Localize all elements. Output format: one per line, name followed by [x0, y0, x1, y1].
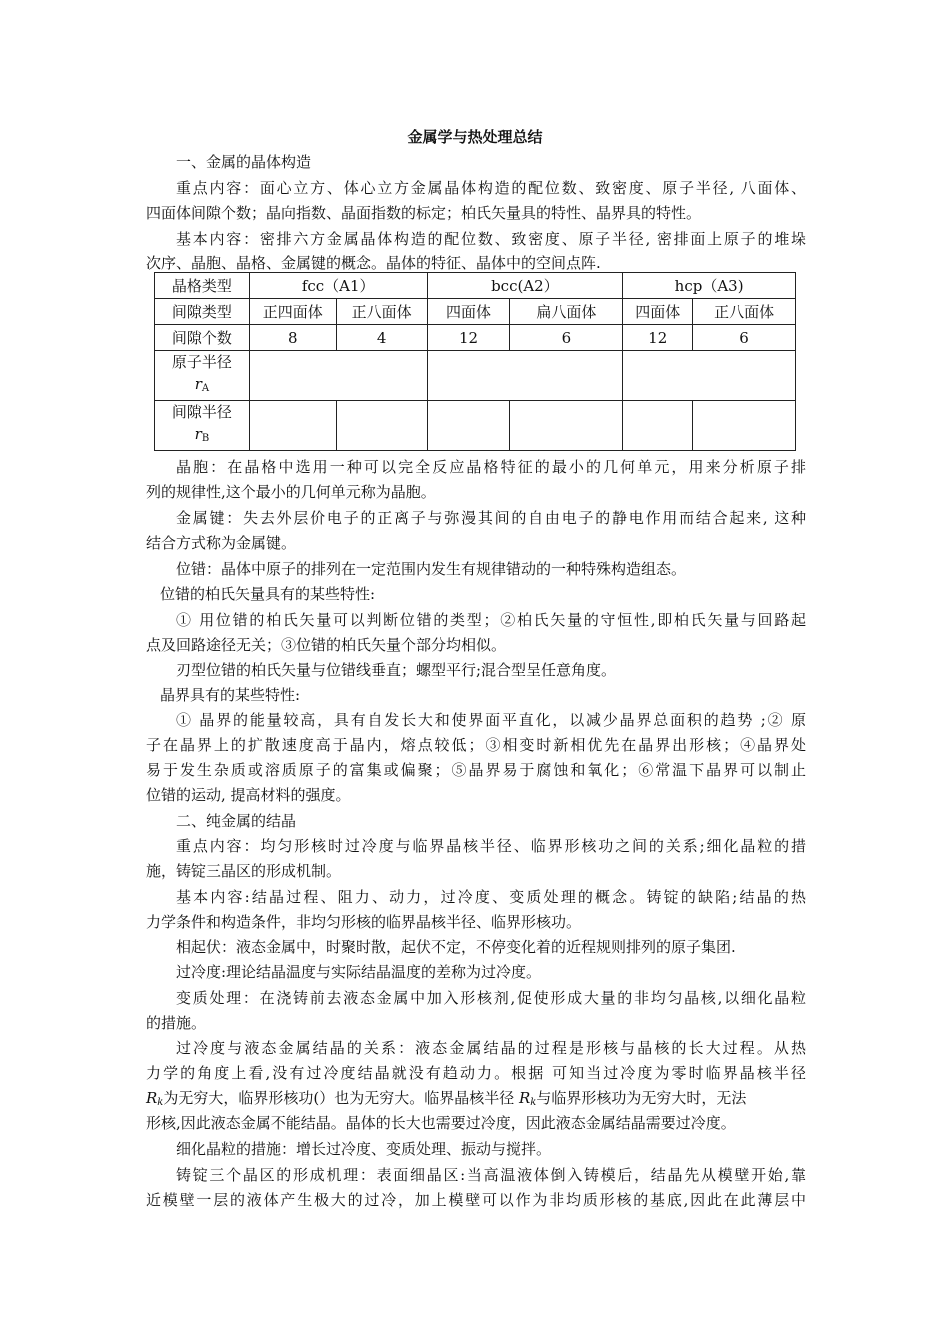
paragraph-line: 列的规律性,这个最小的几何单元称为晶胞。 [146, 483, 436, 501]
subscript: k [157, 1097, 164, 1108]
table-cell: 6 [693, 325, 796, 351]
paragraph-line: 子在晶界上的扩散速度高于晶内，熔点较低；③相变时新相优先在晶界出形核；④晶界处 [146, 736, 806, 754]
table-cell: bcc(A2） [427, 273, 623, 299]
paragraph-line: 力学条件和构造条件，非均匀形核的临界晶核半径、临界形核功。 [146, 913, 582, 931]
row-label: 原子半径 [171, 353, 232, 371]
table-cell: 6 [510, 325, 623, 351]
table-cell: 12 [427, 325, 510, 351]
paragraph-line: 金属键：失去外层价电子的正离子与弥漫其间的自由电子的静电作用而结合起来, 这种 [176, 509, 806, 527]
table-cell: 12 [623, 325, 693, 351]
paragraph-line: 位错的运动, 提高材料的强度。 [146, 786, 351, 804]
paragraph-line: 次序、晶胞、晶格、金属键的概念。晶体的特征、晶体中的空间点阵. [146, 254, 601, 272]
subscript: A [201, 383, 210, 394]
paragraph-line: 变质处理：在浇铸前去液态金属中加入形核剂,促使形成大量的非均匀晶核,以细化晶粒 [176, 989, 806, 1007]
paragraph-line: 相起伏：液态金属中，时聚时散，起伏不定，不停变化着的近程规则排列的原子集团. [176, 938, 736, 956]
paragraph-line: 力学的角度上看,没有过冷度结晶就没有趋动力。根据 可知当过冷度为零时临界晶核半径 [146, 1064, 806, 1082]
paragraph-line: 过冷度:理论结晶温度与实际结晶温度的差称为过冷度。 [176, 963, 542, 981]
table-cell [336, 401, 427, 451]
paragraph-line: 重点内容：均匀形核时过冷度与临界晶核半径、临界形核功之间的关系;细化晶粒的措 [176, 837, 806, 855]
table-cell [155, 351, 250, 401]
paragraph-line: 重点内容：面心立方、体心立方金属晶体构造的配位数、致密度、原子半径, 八面体、 [176, 179, 806, 197]
table-cell: 间隙类型 [155, 299, 250, 325]
paragraph-line [146, 1088, 746, 1113]
paragraph-line: ① 晶界的能量较高，具有自发长大和使界面平直化，以减少晶界总面积的趋势 ;② 原 [176, 711, 806, 729]
section-heading: 二、纯金属的结晶 [176, 812, 297, 830]
paragraph-line: 细化晶粒的措施：增长过冷度、变质处理、振动与搅拌。 [176, 1140, 552, 1158]
table-cell: 8 [249, 325, 336, 351]
row-label: 间隙半径 [171, 403, 232, 421]
table-cell: hcp（A3) [623, 273, 796, 299]
table-cell [249, 351, 427, 401]
table-cell: 正四面体 [249, 299, 336, 325]
paragraph-line: 晶胞：在晶格中选用一种可以完全反应晶格特征的最小的几何单元，用来分析原子排 [176, 458, 806, 476]
table-row [155, 299, 796, 325]
table-cell [623, 351, 796, 401]
paragraph-line: 点及回路途径无关；③位错的柏氏矢量个部分均相似。 [146, 636, 507, 654]
paragraph-line: 结合方式称为金属键。 [146, 534, 297, 552]
paragraph-line: 基本内容:结晶过程、阻力、动力，过冷度、变质处理的概念。铸锭的缺陷;结晶的热 [176, 888, 806, 906]
symbol: R [146, 1089, 158, 1107]
table-cell: 4 [336, 325, 427, 351]
table-cell: 晶格类型 [155, 273, 250, 299]
table-row [155, 273, 796, 299]
table-cell [623, 401, 693, 451]
page-title: 金属学与热处理总结 [407, 128, 543, 146]
paragraph-line: 四面体间隙个数；晶向指数、晶面指数的标定；柏氏矢量具的特性、晶界具的特性。 [146, 204, 702, 222]
paragraph-line: 施，铸锭三晶区的形成机制。 [146, 862, 342, 880]
section-heading: 一、金属的晶体构造 [176, 153, 312, 171]
paragraph-line: 形核,因此液态金属不能结晶。晶体的长大也需要过冷度，因此液态金属结晶需要过冷度。 [146, 1114, 736, 1132]
paragraph-line: 的措施。 [146, 1014, 207, 1032]
table-cell: 四面体 [623, 299, 693, 325]
table-cell [693, 401, 796, 451]
table-cell: fcc（A1） [249, 273, 427, 299]
paragraph-line: 刃型位错的柏氏矢量与位错线垂直；螺型平行;混合型呈任意角度。 [176, 661, 617, 679]
table-cell [510, 401, 623, 451]
text-run: 为无穷大，临界形核功(）也为无穷大。临界晶核半径 [163, 1089, 519, 1107]
paragraph-line: 过冷度与液态金属结晶的关系：液态金属结晶的过程是形核与晶核的长大过程。从热 [176, 1039, 806, 1057]
table-cell [427, 401, 510, 451]
table-cell: 扁八面体 [510, 299, 623, 325]
symbol: r [194, 375, 202, 393]
paragraph-line: 近模壁一层的液体产生极大的过冷，加上模壁可以作为非均质形核的基底,因此在此薄层中 [146, 1191, 806, 1209]
paragraph-line: 铸锭三个晶区的形成机理：表面细晶区:当高温液体倒入铸模后，结晶先从模壁开始,靠 [176, 1166, 806, 1184]
subscript: k [530, 1097, 537, 1108]
symbol: R [518, 1089, 531, 1107]
crystal-table [154, 272, 796, 451]
paragraph-line: 位错的柏氏矢量具有的某些特性: [160, 585, 376, 603]
table-cell: 四面体 [427, 299, 510, 325]
table-cell [249, 401, 336, 451]
paragraph-line: 易于发生杂质或溶质原子的富集或偏聚；⑤晶界易于腐蚀和氧化；⑥常温下晶界可以制止 [146, 761, 806, 779]
paragraph-line: 晶界具有的某些特性: [160, 686, 301, 704]
subscript: B [201, 433, 210, 444]
paragraph-line: 基本内容：密排六方金属晶体构造的配位数、致密度、原子半径, 密排面上原子的堆垛 [176, 230, 806, 248]
table-cell [155, 401, 250, 451]
paragraph-line: 位错：晶体中原子的排列在一定范围内发生有规律错动的一种特殊构造组态。 [176, 560, 687, 578]
table-cell: 间隙个数 [155, 325, 250, 351]
table-cell [427, 351, 623, 401]
table-cell: 正八面体 [693, 299, 796, 325]
text-run: 与临界形核功为无穷大时，无法 [536, 1089, 747, 1107]
table-row [155, 401, 796, 451]
symbol: r [194, 425, 202, 443]
table-cell: 正八面体 [336, 299, 427, 325]
paragraph-line: ① 用位错的柏氏矢量可以判断位错的类型；②柏氏矢量的守恒性,即柏氏矢量与回路起 [176, 611, 806, 629]
table-row [155, 351, 796, 401]
table-row [155, 325, 796, 351]
